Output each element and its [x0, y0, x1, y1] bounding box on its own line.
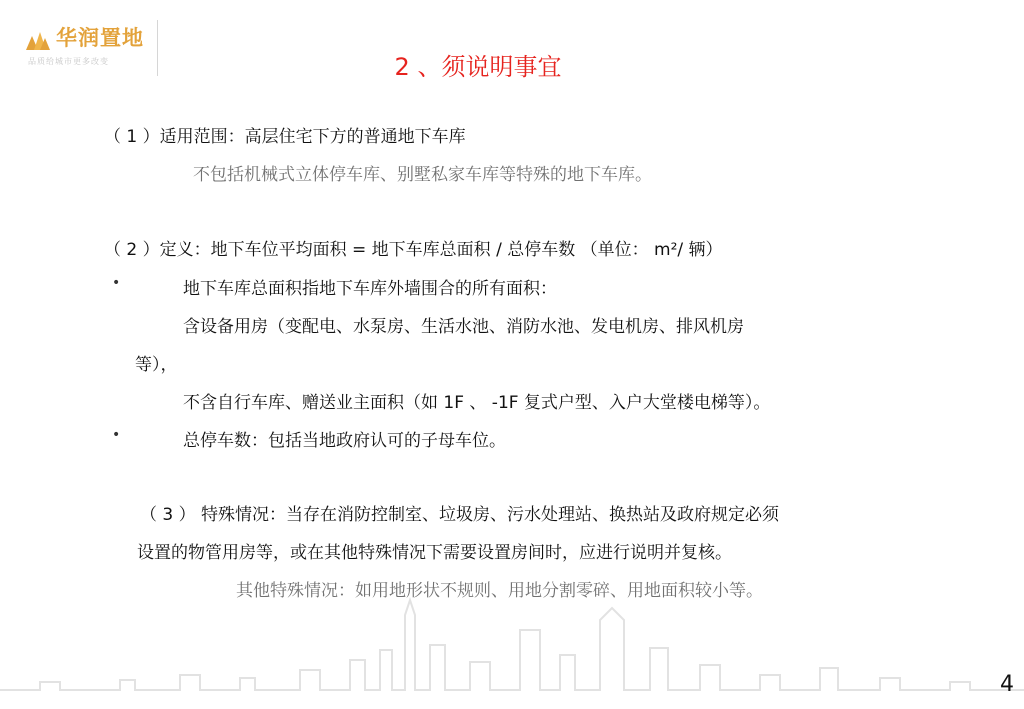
logo-slogan: 品质给城市更多改变 — [28, 57, 109, 66]
section1-heading: （ 1 ）适用范围：高层住宅下方的普通地下车库 — [104, 127, 466, 147]
section1-note: 不包括机械式立体停车库、别墅私家车库等特殊的地下车库。 — [193, 165, 652, 185]
section3-line1: （ 3 ） 特殊情况：当存在消防控制室、垃圾房、污水处理站、换热站及政府规定必须 — [140, 505, 780, 525]
section3-line2: 设置的物管用房等，或在其他特殊情况下需要设置房间时，应进行说明并复核。 — [137, 543, 732, 563]
logo-text: 华润置地 — [56, 26, 144, 50]
section2-include-line2: 等）， — [135, 355, 178, 375]
section2-heading: （ 2 ）定义：地下车位平均面积 = 地下车库总面积 / 总停车数 （单位： m²/ 辆） — [104, 240, 723, 260]
section2-exclude-line: 不含自行车库、赠送业主面积（如 1F 、 -1F 复式户型、入户大堂楼电梯等）。 — [183, 393, 771, 413]
section3-note: 其他特殊情况：如用地形状不规则、用地分割零碎、用地面积较小等。 — [236, 581, 763, 601]
bullet-dot: • — [112, 427, 121, 443]
section2-include-line1: 含设备用房（变配电、水泵房、生活水池、消防水池、发电机房、排风机房 — [183, 317, 744, 337]
section2-bullet2: 总停车数：包括当地政府认可的子母车位。 — [183, 431, 506, 451]
section2-bullet1: 地下车库总面积指地下车库外墙围合的所有面积： — [183, 279, 557, 299]
city-skyline-decoration — [0, 590, 1024, 705]
bullet-dot: • — [112, 275, 121, 291]
page-number: 4 — [1000, 672, 1014, 697]
slide-title: 2 、须说明事宜 — [394, 53, 562, 81]
